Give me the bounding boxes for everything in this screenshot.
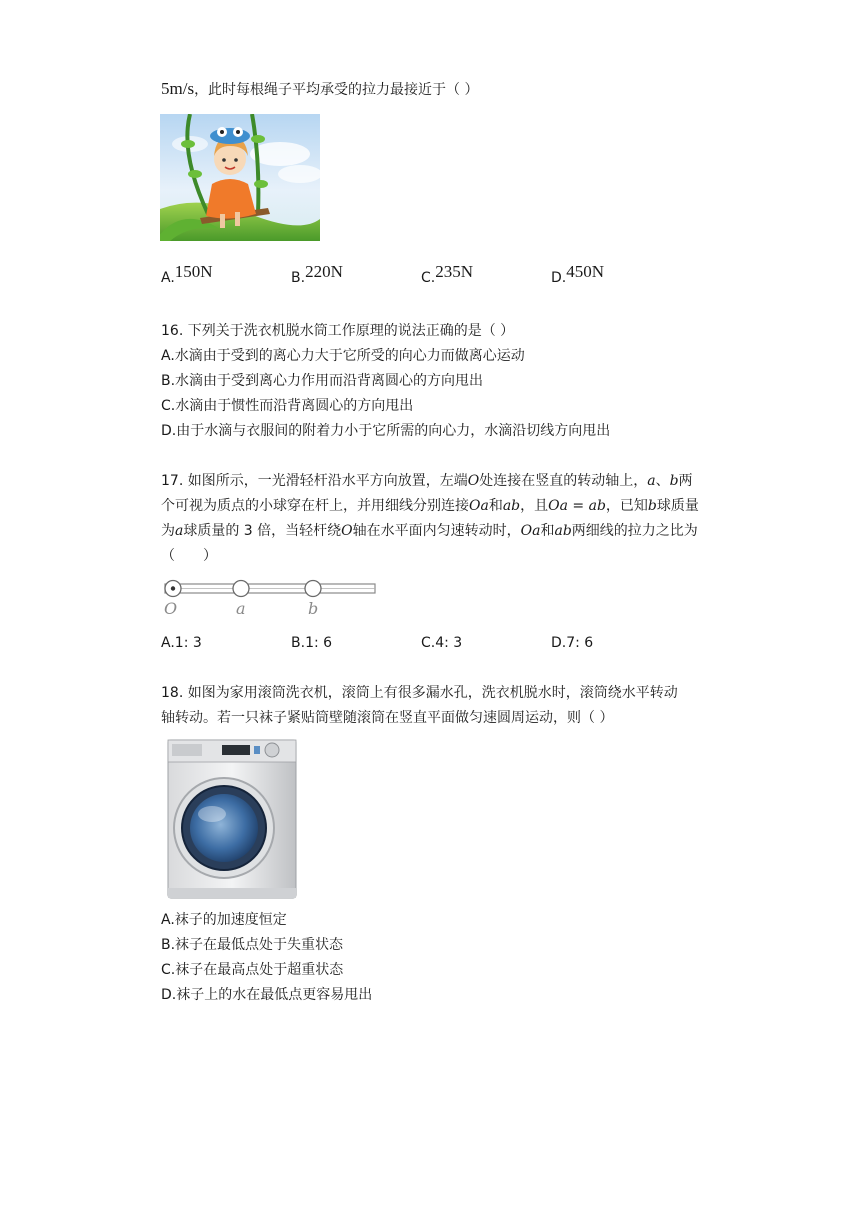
q17-l2-var-b: b (647, 498, 657, 514)
q16-stem: 16. 下列关于洗衣机脱水筒工作原理的说法正确的是（ ） (161, 323, 515, 339)
ball-a-circle (233, 581, 249, 597)
q17-stem-line-2 (161, 496, 699, 516)
q17-l2-text-c: ，已知 (605, 498, 648, 514)
front-load-washing-machine-illustration (162, 736, 300, 901)
q17-l1-var-a: a (647, 473, 656, 489)
q15-speed: 5m/s (161, 79, 195, 98)
q17-stem-line-3 (161, 521, 698, 541)
q17-l1-text-c: 两 (678, 473, 693, 489)
label-a: a (236, 599, 246, 618)
q17-option-d-value: 7: 6 (566, 635, 594, 651)
q17-option-d[interactable] (551, 633, 593, 653)
q17-option-b-letter: B. (291, 635, 306, 651)
q16-option-b[interactable]: B.水滴由于受到离心力作用而沿背离圆心的方向甩出 (161, 373, 484, 389)
q17-l3-text-a: 为 (161, 523, 175, 539)
q15-option-d-letter: D. (551, 270, 567, 286)
q17-l3-text-d: 两细线的拉力之比为 (571, 523, 698, 539)
q17-l2-text-a: 个可视为质点的小球穿在杆上，并用细线分别连接 (161, 498, 469, 514)
q17-option-b[interactable] (291, 633, 332, 653)
q15-option-a-value: 150N (174, 262, 213, 281)
q17-l3-var-a: a (175, 523, 184, 539)
q17-l3-text-b: 球质量的 3 倍，当轻杆绕 (183, 523, 342, 539)
q17-l3-var-Oa: Oa (520, 523, 541, 539)
q18-option-c[interactable]: C.袜子在最高点处于超重状态 (161, 962, 344, 978)
q15-option-c[interactable] (421, 262, 474, 288)
q17-l2-equation: Oa = ab (548, 498, 606, 514)
q17-l1-text-b: 处连接在竖直的转动轴上， (479, 473, 648, 489)
q15-option-b-value: 220N (305, 262, 343, 281)
q17-l2-and: 和 (488, 498, 503, 514)
q15-option-d[interactable] (551, 262, 605, 288)
q17-l3-text-c: 轴在水平面内匀速转动时， (352, 523, 521, 539)
q18-option-a[interactable]: A.袜子的加速度恒定 (161, 912, 287, 928)
q17-l1-var-O: O (467, 473, 480, 489)
girl-on-swing-illustration (160, 114, 320, 241)
q17-option-d-letter: D. (551, 635, 567, 651)
q17-l3-var-O: O (341, 523, 353, 539)
q18-option-b[interactable]: B.袜子在最低点处于失重状态 (161, 937, 344, 953)
q15-option-c-letter: C. (421, 270, 436, 286)
q16-option-d[interactable]: D.由于水滴与衣服间的附着力小于它所需的向心力，水滴沿切线方向甩出 (161, 423, 611, 439)
q16-option-a[interactable]: A.水滴由于受到的离心力大于它所受的向心力而做离心运动 (161, 348, 525, 364)
q15-option-b[interactable] (291, 262, 343, 288)
q17-option-c[interactable] (421, 633, 462, 653)
q18-option-d[interactable]: D.袜子上的水在最低点更容易甩出 (161, 987, 373, 1003)
q15-option-a-letter: A. (161, 270, 175, 286)
q17-l2-var-ab: ab (502, 498, 521, 514)
q15-stem-text: ，此时每根绳子平均承受的拉力最接近于（ ） (194, 82, 479, 98)
label-b: b (308, 599, 319, 618)
q17-l3-and: 和 (540, 523, 555, 539)
q15-stem (161, 79, 479, 100)
q17-answer-bracket: （ ） (161, 548, 217, 564)
q17-l2-text-b: ，且 (520, 498, 549, 514)
q17-l1-sep: 、 (655, 473, 670, 489)
q15-option-a[interactable] (161, 262, 213, 288)
q17-l2-var-Oa: Oa (469, 498, 489, 514)
label-o: O (164, 599, 178, 618)
q17-l2-text-d: 球质量 (656, 498, 699, 514)
q17-option-a-value: 1: 3 (174, 635, 202, 651)
q17-l1-text-a: 17. 如图所示，一光滑轻杆沿水平方向放置，左端 (161, 473, 468, 489)
q17-option-a[interactable] (161, 633, 202, 653)
q17-stem-line-1 (161, 471, 693, 491)
q17-option-b-value: 1: 6 (305, 635, 333, 651)
q17-l3-var-ab: ab (554, 523, 572, 539)
q15-option-b-letter: B. (291, 270, 306, 286)
q17-option-c-letter: C. (421, 635, 436, 651)
q15-option-c-value: 235N (435, 262, 474, 281)
q18-stem-line-2: 轴转动。若一只袜子紧贴筒壁随滚筒在竖直平面做匀速圆周运动，则（ ） (161, 710, 614, 726)
q17-option-c-value: 4: 3 (435, 635, 463, 651)
ball-b-circle (305, 581, 321, 597)
q15-option-d-value: 450N (566, 262, 605, 281)
q17-option-a-letter: A. (161, 635, 175, 651)
q17-l1-var-b: b (669, 473, 679, 489)
q16-option-c[interactable]: C.水滴由于惯性而沿背离圆心的方向甩出 (161, 398, 414, 414)
rod-with-balls-diagram (160, 574, 380, 620)
q18-stem-line-1: 18. 如图为家用滚筒洗衣机，滚筒上有很多漏水孔，洗衣机脱水时，滚筒绕水平转动 (161, 685, 678, 701)
